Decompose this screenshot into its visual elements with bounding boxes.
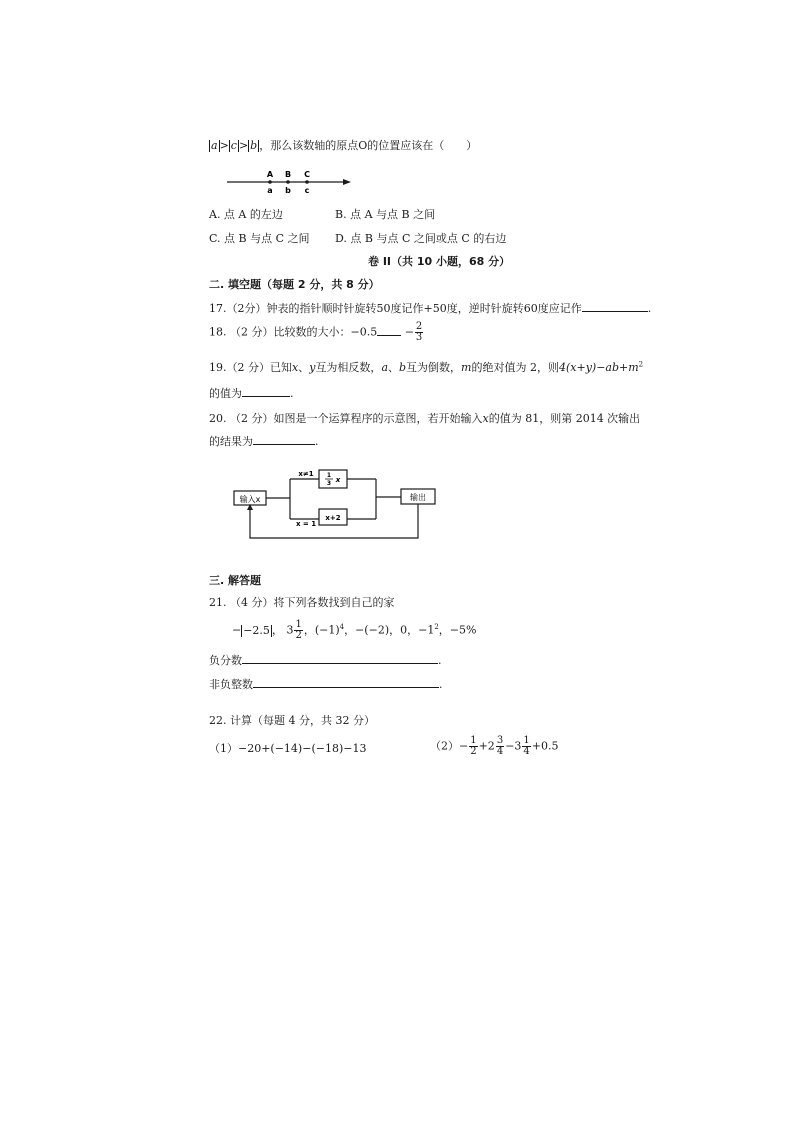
- q22-part1: （1）−20+(−14)−(−18)−13: [209, 742, 367, 755]
- op-bottom: x+2: [325, 514, 341, 522]
- point-b: [286, 180, 290, 184]
- answer-blank: [242, 395, 290, 397]
- fraction: $\frac{2}{3}$: [415, 321, 423, 343]
- output-label: 输出: [410, 493, 426, 502]
- point-a: [268, 180, 272, 184]
- q18: [209, 322, 424, 343]
- answer-blank: [377, 334, 401, 336]
- label-A: A: [266, 170, 274, 179]
- q20-line2: 的结果为 .: [209, 435, 319, 448]
- section3-title: 三. 解答题: [209, 574, 262, 587]
- op-top-var: x: [335, 476, 341, 484]
- number-line: [225, 168, 355, 198]
- period: .: [647, 302, 652, 315]
- point-c: [305, 180, 309, 184]
- section2-title: 二. 填空题（每题 2 分，共 8 分）: [209, 278, 380, 291]
- option-c: C. 点 B 与点 C 之间: [209, 232, 310, 245]
- abs-a: a: [211, 139, 218, 152]
- fraction: $\frac{1}{4}$: [523, 735, 530, 757]
- abs-c: c: [230, 139, 237, 152]
- op-top-num: 1: [326, 472, 332, 479]
- abs-b: b: [250, 139, 258, 152]
- q17: [209, 300, 651, 316]
- option-b: B. 点 A 与点 B 之间: [335, 208, 436, 221]
- answer-blank: [242, 662, 438, 664]
- gt-sign: >: [238, 139, 249, 152]
- op-top-den: 3: [326, 480, 332, 487]
- q20-line1: 20. （2 分）如图是一个运算程序的示意图，若开始输入x的值为 81，则第 2014 次输出: [209, 412, 641, 425]
- option-a: A. 点 A 的左边: [209, 208, 283, 221]
- answer-blank: [253, 686, 439, 688]
- answer-blank: [582, 310, 648, 312]
- label-C: C: [304, 170, 310, 179]
- abs-value: −2.5: [243, 623, 270, 637]
- axis-arrow: [343, 179, 351, 185]
- volume-title: 卷 II（共 10 小题，68 分）: [368, 255, 511, 268]
- q16-text: ，那么该数轴的原点O的位置应该在（ ）: [259, 139, 478, 152]
- cond-bottom: x = 1: [295, 520, 317, 528]
- q22-title: 22. 计算（每题 4 分，共 32 分）: [209, 714, 375, 727]
- q16-stem: [209, 137, 477, 153]
- operation-flowchart: [228, 462, 442, 546]
- q19-line1: 19.（2 分）已知x、y互为相反数，a、b互为倒数，m的绝对值为 2，则$4(x+y)-ab+m^2$: [209, 360, 644, 374]
- label-B: B: [284, 170, 292, 179]
- nonneg-int-row: 非负整数 .: [209, 678, 443, 691]
- q21-title: 21. （4 分）将下列各数找到自己的家: [209, 596, 395, 609]
- fraction: $\frac{1}{2}$: [470, 735, 477, 757]
- label-a: a: [267, 186, 273, 195]
- minus-sign: −: [404, 325, 414, 339]
- q19-line2: 的值为 .: [209, 387, 294, 400]
- label-c: c: [304, 186, 310, 195]
- option-d: D. 点 B 与点 C 之间或点 C 的右边: [335, 232, 507, 245]
- fraction: $\frac{3}{4}$: [496, 735, 504, 757]
- neg-fraction-row: 负分数 .: [209, 654, 442, 667]
- answer-blank: [253, 443, 315, 445]
- q19-expression: 4(x+y)−ab+m: [558, 361, 639, 374]
- q22-part2: （2）− $\frac{1}{2}$ +2 $\frac{3}{4}$ −3 $\frac{1}{4}$ +0.5: [430, 735, 559, 757]
- q21-numbers: − −2.5 ， 3 $\frac{1}{2}$ ，$(-1)^4$，−(−2)，0，$-1^2$，−5%: [232, 619, 477, 641]
- q17-text: 17.（2分）钟表的指针顺时针旋转50度记作+50度，逆时针旋转60度应记作: [209, 302, 582, 315]
- q18-text: 18. （2 分）比较数的大小：−0.5: [209, 325, 378, 339]
- gt-sign: >: [219, 139, 229, 152]
- cond-top: x≠1: [298, 470, 314, 478]
- fraction: $\frac{1}{2}$: [295, 619, 302, 641]
- input-label: 输入x: [239, 495, 261, 504]
- label-b: b: [285, 186, 291, 195]
